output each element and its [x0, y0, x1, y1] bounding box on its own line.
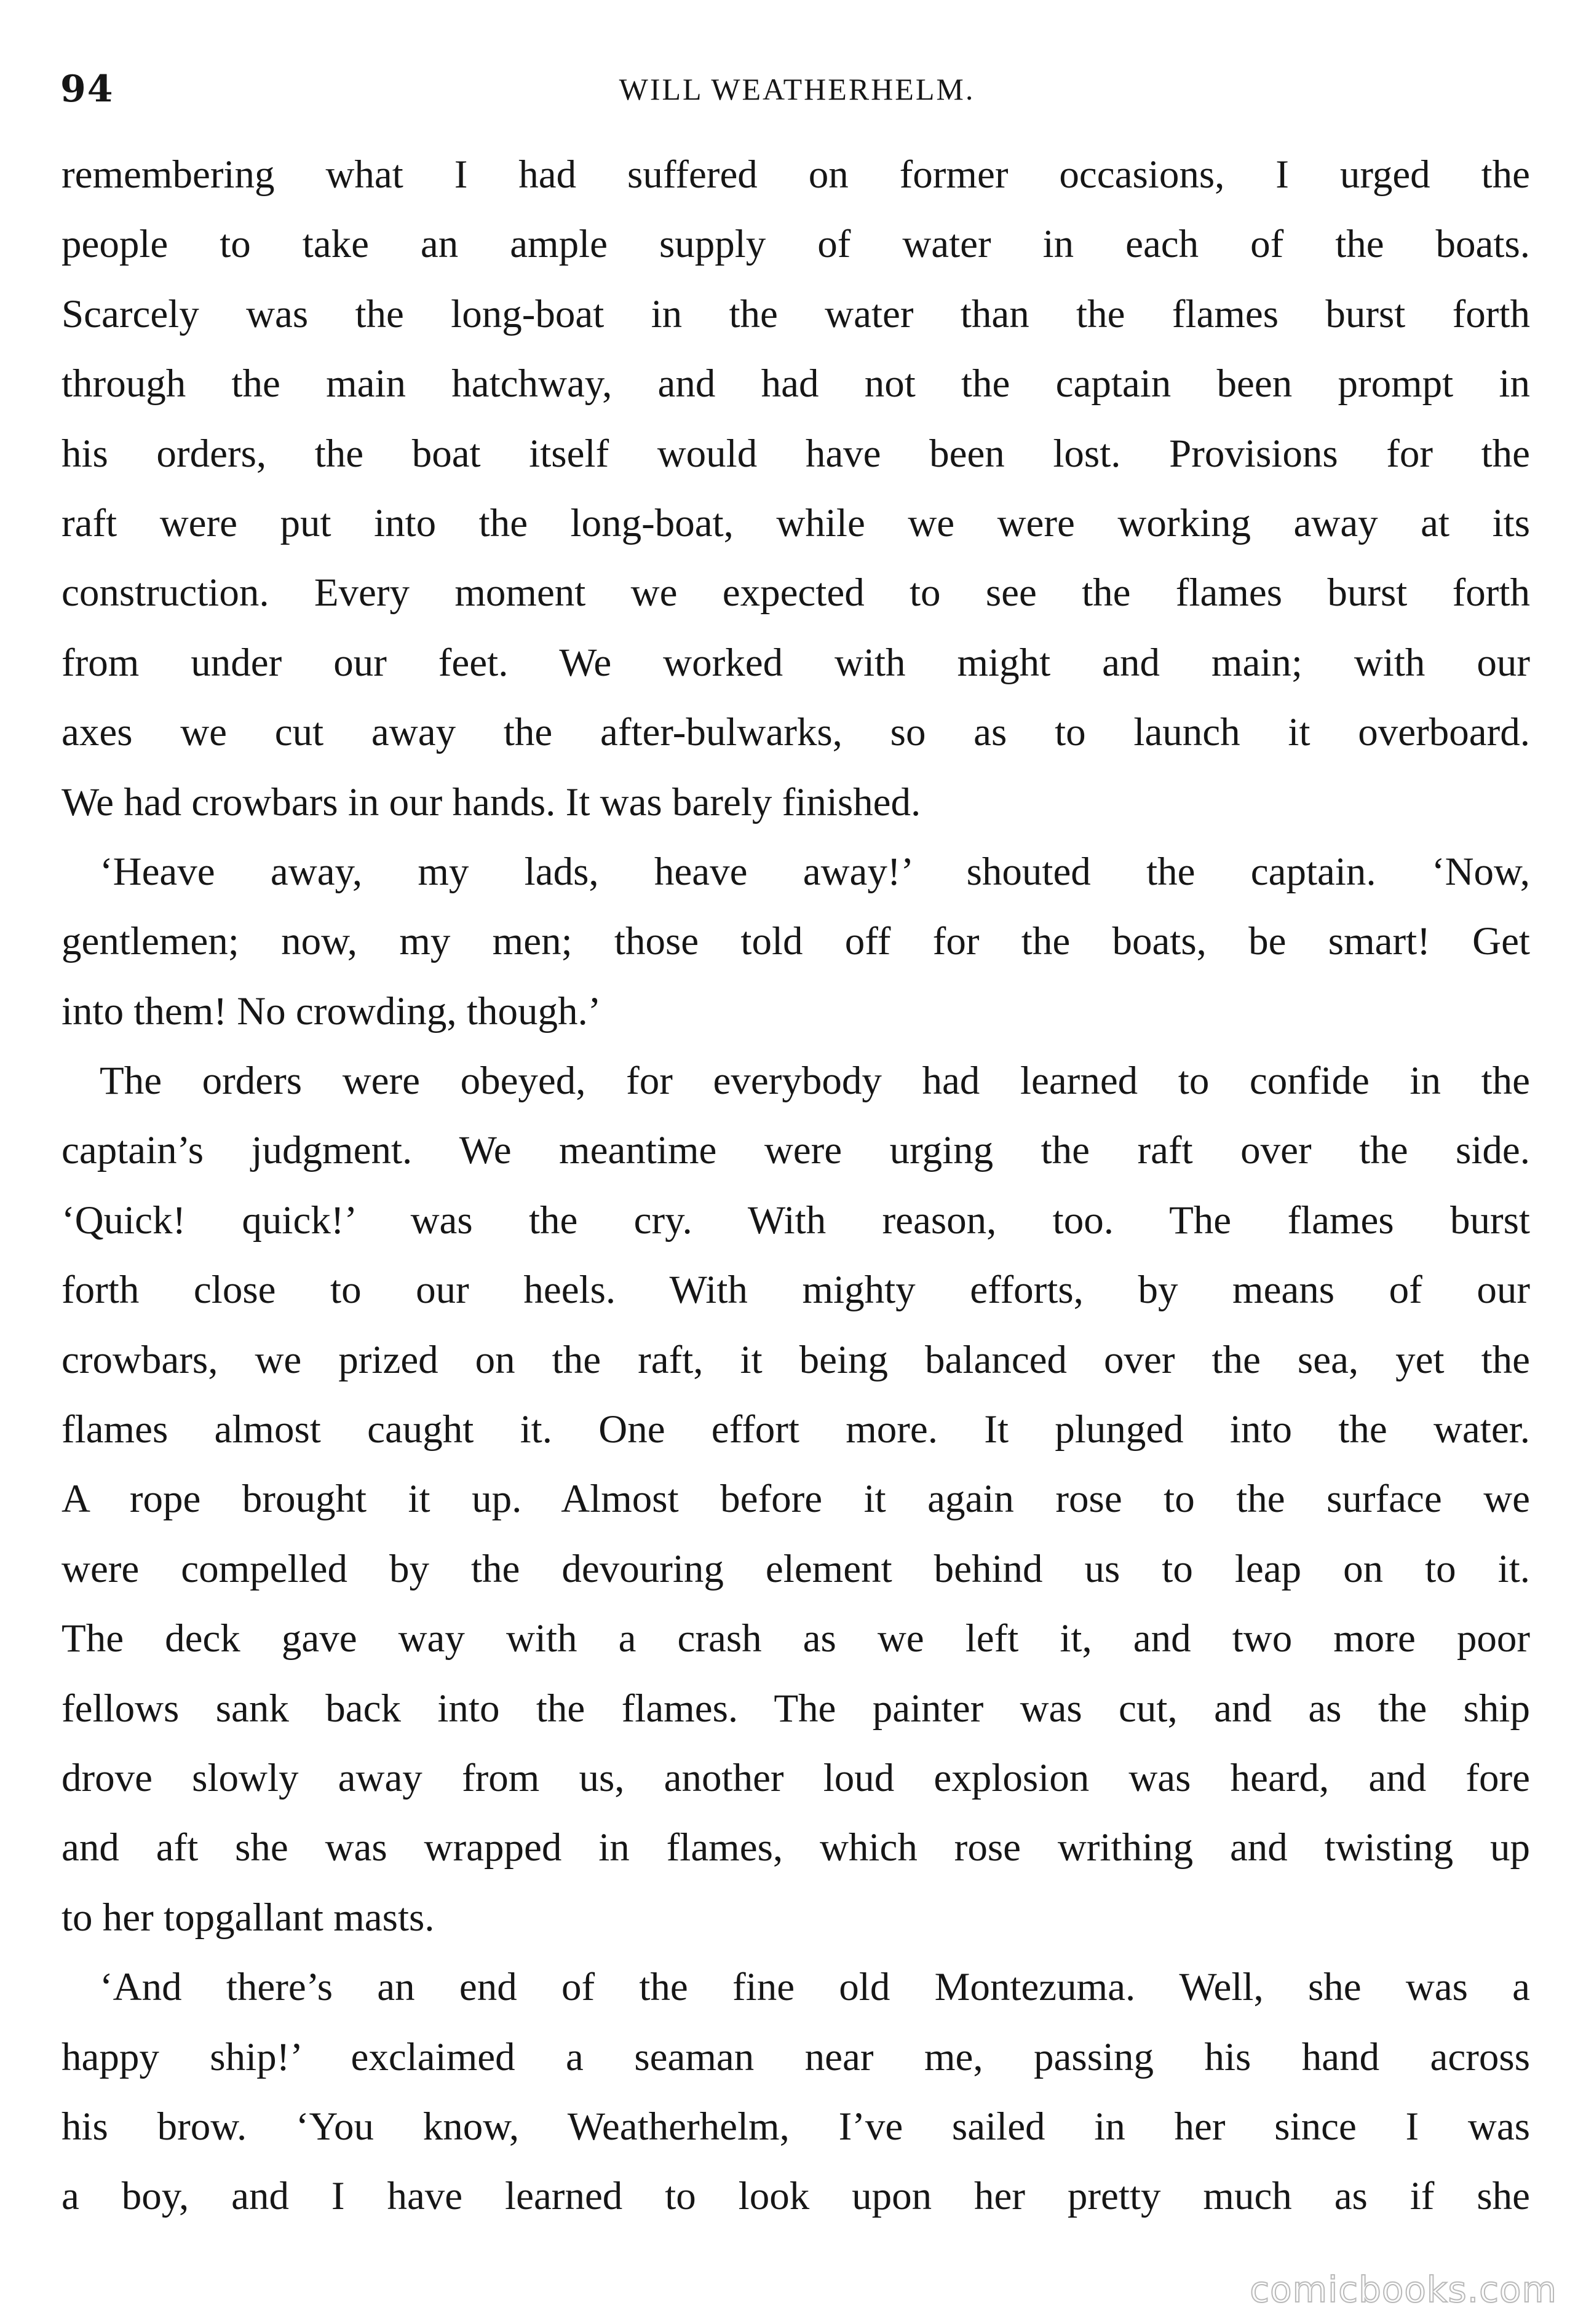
text-line: a boy, and I have learned to look upon her pretty much as if she — [61, 2174, 1530, 2219]
text-line: from under our feet. We worked with might and main; with our — [61, 640, 1530, 685]
text-line: captain’s judgment. We meantime were urging the raft over the side. — [61, 1128, 1530, 1173]
text-line: people to take an ample supply of water in each of the boats. — [61, 222, 1530, 267]
text-line: remembering what I had suffered on former occasions, I urged the — [61, 152, 1530, 197]
text-line: raft were put into the long-boat, while we were working away at its — [61, 500, 1530, 545]
text-line: his brow. ‘You know, Weatherhelm, I’ve sailed in her since I was — [61, 2104, 1530, 2149]
text-line: construction. Every moment we expected to see the flames burst forth — [61, 571, 1530, 615]
watermark: comicbooks.com — [1250, 2269, 1557, 2310]
text-line: into them! No crowding, though.’ — [61, 989, 601, 1034]
text-line: axes we cut away the after-bulwarks, so as to launch it overboard. — [61, 710, 1530, 755]
text-line: ‘Quick! quick!’ was the cry. With reason, too. The flames burst — [61, 1198, 1530, 1243]
text-line: ‘Heave away, my lads, heave away!’ shouted the captain. ‘Now, — [100, 849, 1530, 894]
text-line: drove slowly away from us, another loud explosion was heard, and fore — [61, 1755, 1530, 1800]
text-line: his orders, the boat itself would have been lost. Provisions for the — [61, 431, 1530, 476]
text-line: Scarcely was the long-boat in the water than the flames burst forth — [61, 291, 1530, 336]
text-line: fellows sank back into the flames. The painter was cut, and as the ship — [61, 1686, 1530, 1731]
text-line: and aft she was wrapped in flames, which rose writhing and twisting up — [61, 1825, 1530, 1870]
text-line: through the main hatchway, and had not the captain been prompt in — [61, 362, 1530, 406]
text-line: A rope brought it up. Almost before it again rose to the surface we — [61, 1477, 1530, 1522]
running-head — [0, 61, 1594, 117]
text-line: happy ship!’ exclaimed a seaman near me, passing his hand across — [61, 2034, 1530, 2079]
text-line: to her topgallant masts. — [61, 1895, 435, 1940]
text-line: We had crowbars in our hands. It was barely finished. — [61, 780, 921, 824]
page-number: 94 — [60, 68, 114, 111]
text-line: The orders were obeyed, for everybody had learned to confide in the — [100, 1059, 1530, 1104]
text-line: crowbars, we prized on the raft, it being balanced over the sea, yet the — [61, 1337, 1530, 1382]
text-line: forth close to our heels. With mighty efforts, by means of our — [61, 1268, 1530, 1313]
running-title: WILL WEATHERHELM. — [619, 72, 975, 106]
text-line: gentlemen; now, my men; those told off for the boats, be smart! Get — [61, 919, 1530, 964]
text-line: were compelled by the devouring element behind us to leap on to it. — [61, 1546, 1530, 1591]
text-line: ‘And there’s an end of the fine old Montezuma. Well, she was a — [100, 1965, 1530, 2010]
text-line: flames almost caught it. One effort more. It plunged into the water. — [61, 1407, 1530, 1452]
text-line: The deck gave way with a crash as we left it, and two more poor — [61, 1616, 1530, 1661]
body-text — [61, 140, 1530, 2232]
